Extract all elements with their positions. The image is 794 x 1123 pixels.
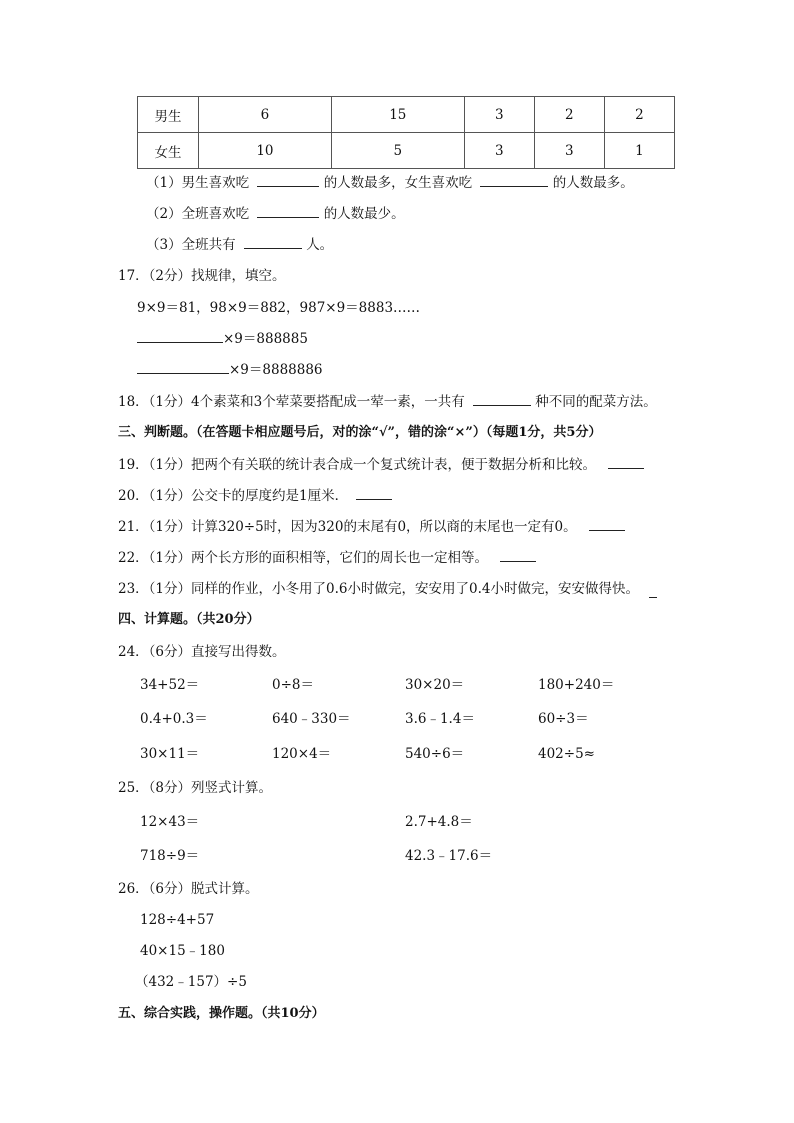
- vertical-calc-item: 718÷9＝: [140, 848, 200, 864]
- calc-item: 30×11＝: [140, 746, 200, 762]
- stepwise-calc-item: （432﹣157）÷5: [135, 974, 247, 990]
- answer-blank[interactable]: [473, 393, 531, 406]
- q17-eq1-text: ×9＝888885: [223, 331, 308, 347]
- q17-equation-1: [137, 330, 308, 348]
- q16-part3-text-b: 人。: [306, 237, 334, 253]
- table-cell: 3: [464, 133, 534, 169]
- vertical-calc-item: 42.3﹣17.6＝: [405, 848, 493, 864]
- table-cell: 3: [534, 133, 604, 169]
- table-cell: 2: [534, 97, 604, 133]
- answer-blank[interactable]: [257, 174, 319, 187]
- section-3-heading: 三、判断题。（在答题卡相应题号后，对的涂“√”，错的涂“×”）（每题1分，共5分）: [118, 425, 602, 440]
- q17-pattern: 9×9＝81，98×9＝882，987×9＝8883……: [137, 300, 421, 316]
- q21: [118, 518, 625, 536]
- table-cell: 3: [464, 97, 534, 133]
- answer-blank[interactable]: [500, 549, 536, 562]
- calc-item: 30×20＝: [405, 677, 465, 693]
- calc-item: 402÷5≈: [538, 746, 595, 762]
- q20-text: 20．（1分）公交卡的厚度约是1厘米．: [118, 488, 349, 504]
- q24-title: 24．（6分）直接写出得数。: [118, 644, 286, 660]
- section-4-heading: 四、计算题。（共20分）: [118, 612, 260, 627]
- q16-part2-text-b: 的人数最少。: [323, 206, 405, 222]
- calc-item: 0.4+0.3＝: [140, 711, 208, 727]
- answer-blank[interactable]: [480, 174, 548, 187]
- q16-part1-text-b: 的人数最多，女生喜欢吃: [323, 175, 473, 191]
- answer-blank[interactable]: [137, 330, 223, 343]
- q26-title: 26．（6分）脱式计算。: [118, 881, 259, 897]
- answer-blank[interactable]: [608, 456, 644, 469]
- calc-item: 540÷6＝: [405, 746, 465, 762]
- q19: [118, 456, 644, 474]
- q19-text: 19．（1分）把两个有关联的统计表合成一个复式统计表，便于数据分析和比较。: [118, 457, 597, 473]
- q17-equation-2: [137, 361, 323, 379]
- answer-blank[interactable]: [244, 236, 302, 249]
- calc-item: 60÷3＝: [538, 711, 589, 727]
- answer-blank[interactable]: [589, 518, 625, 531]
- answer-blank[interactable]: [356, 487, 392, 500]
- q23: [118, 580, 657, 598]
- answer-blank[interactable]: [137, 361, 229, 374]
- calc-item: 640﹣330＝: [272, 711, 351, 727]
- q22: [118, 549, 536, 567]
- q17-title: 17．（2分）找规律，填空。: [118, 268, 286, 284]
- stats-table: [137, 96, 675, 169]
- q25-title: 25．（8分）列竖式计算。: [118, 780, 273, 796]
- q16-part1: [146, 174, 634, 192]
- vertical-calc-item: 2.7+4.8＝: [405, 814, 473, 830]
- calc-item: 0÷8＝: [272, 677, 314, 693]
- q18-text-b: 种不同的配菜方法。: [535, 394, 657, 410]
- stepwise-calc-item: 128÷4+57: [140, 912, 215, 928]
- answer-blank[interactable]: [649, 596, 657, 598]
- q16-part3: [146, 236, 333, 254]
- table-cell: 5: [331, 133, 464, 169]
- q21-text: 21．（1分）计算320÷5时，因为320的末尾有0，所以商的末尾也一定有0。: [118, 519, 577, 535]
- table-cell: 10: [199, 133, 332, 169]
- table-row: [138, 133, 675, 169]
- calc-item: 180+240＝: [538, 677, 615, 693]
- calc-item: 3.6﹣1.4＝: [405, 711, 475, 727]
- table-cell: 1: [604, 133, 674, 169]
- q16-part2: [146, 205, 405, 223]
- q23-text: 23．（1分）同样的作业，小冬用了0.6小时做完，安安用了0.4小时做完，安安做得快。: [118, 581, 639, 597]
- q18: [118, 393, 657, 411]
- table-cell: 15: [331, 97, 464, 133]
- table-row-label: 男生: [138, 97, 199, 133]
- answer-blank[interactable]: [257, 205, 319, 218]
- q16-part1-text-c: 的人数最多。: [552, 175, 634, 191]
- table-row: [138, 97, 675, 133]
- stepwise-calc-item: 40×15﹣180: [140, 943, 225, 959]
- calc-item: 120×4＝: [272, 746, 332, 762]
- table-row-label: 女生: [138, 133, 199, 169]
- q16-part1-text-a: （1）男生喜欢吃: [146, 175, 250, 191]
- q17-eq2-text: ×9＝8888886: [229, 362, 323, 378]
- table-cell: 6: [199, 97, 332, 133]
- section-5-heading: 五、综合实践，操作题。（共10分）: [118, 1006, 325, 1021]
- table-cell: 2: [604, 97, 674, 133]
- q16-part3-text-a: （3）全班共有: [146, 237, 236, 253]
- vertical-calc-item: 12×43＝: [140, 814, 200, 830]
- q22-text: 22．（1分）两个长方形的面积相等，它们的周长也一定相等。: [118, 550, 489, 566]
- q20: [118, 487, 392, 505]
- calc-item: 34+52＝: [140, 677, 200, 693]
- q16-part2-text-a: （2）全班喜欢吃: [146, 206, 250, 222]
- q18-text-a: 18．（1分）4个素菜和3个荤菜要搭配成一荤一素，一共有: [118, 394, 465, 410]
